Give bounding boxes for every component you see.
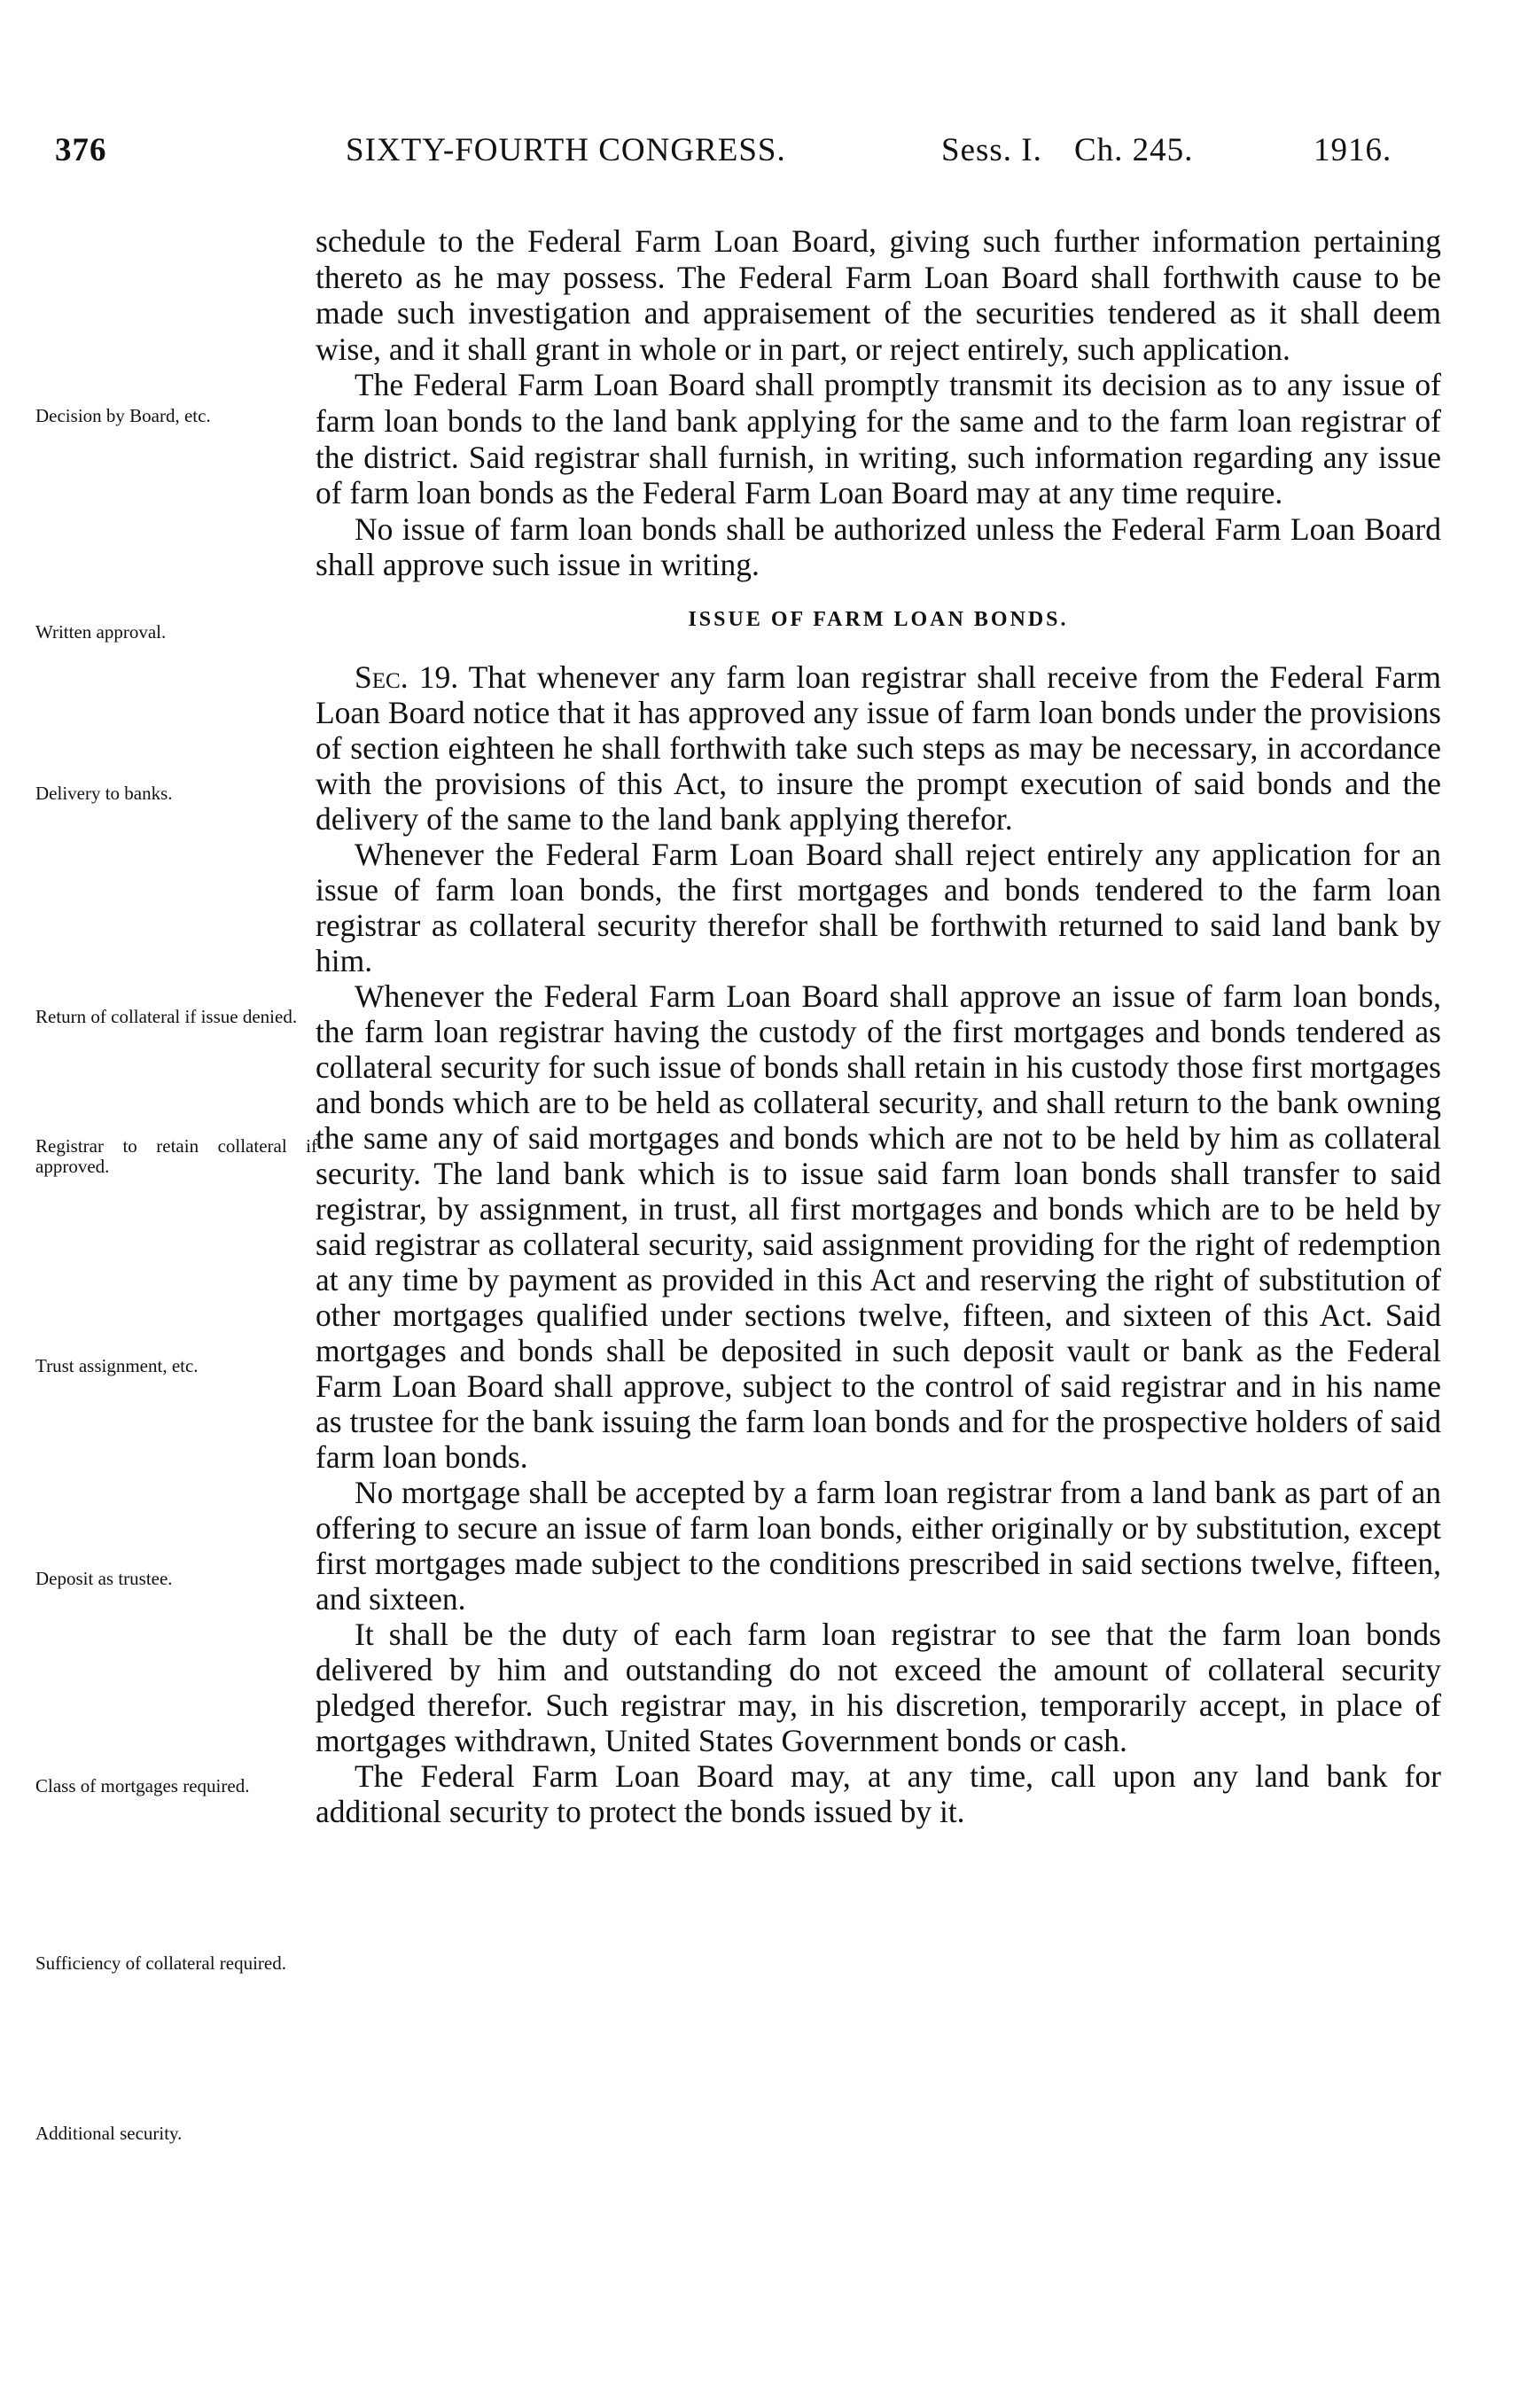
paragraph-additional-security: The Federal Farm Loan Board may, at any time, call upon any land bank for additional security to protect the bonds issued by it.	[316, 1757, 1441, 1829]
chapter-label: Ch. 245.	[1074, 132, 1194, 168]
margin-note-delivery: Delivery to banks.	[35, 783, 173, 804]
paragraph-written-approval: No issue of farm loan bonds shall be authorized unless the Federal Farm Loan Board shall approve such issue in writing.	[316, 510, 1441, 583]
margin-note-additional-security: Additional security.	[35, 2123, 183, 2144]
section-label: Sec. 19.	[355, 658, 459, 695]
year-label: 1916.	[1314, 132, 1392, 168]
section-heading: ISSUE OF FARM LOAN BONDS.	[688, 607, 1069, 631]
paragraph-sufficiency: It shall be the duty of each farm loan registrar to see that the farm loan bonds delivered by him and outstanding do not exceed the amount of collateral security pledged therefor. Such registrar may, in his discretion, temporarily accept, in place of mortgages withdrawn, United States Government bonds or cash.	[316, 1616, 1441, 1758]
margin-note-sufficiency: Sufficiency of collateral required.	[35, 1952, 286, 1974]
paragraph-return-collateral: Whenever the Federal Farm Loan Board shall reject entirely any application for an issue of farm loan bonds, the first mortgages and bonds tendered to the farm loan registrar as collateral security therefor shall be forthwith returned to said land bank by him.	[316, 836, 1441, 978]
margin-note-trust-assignment: Trust assignment, etc.	[35, 1355, 199, 1376]
page-number: 376	[55, 132, 107, 168]
margin-note-registrar-retain: Registrar to retain collateral if approved.	[35, 1135, 317, 1177]
paragraph-continuation: schedule to the Federal Farm Loan Board, giving such further information pertaining thereto as he may possess. The Federal Farm Loan Board shall forthwith cause to be made such investigation and appraisement of the securities tendered as it shall deem wise, and it shall grant in whole or in part, or reject entirely, such application.	[316, 223, 1441, 367]
paragraph-retain-collateral: Whenever the Federal Farm Loan Board shall approve an issue of farm loan bonds, the farm loan registrar having the custody of the first mortgages and bonds tendered as collateral security for such issue of bonds shall retain in his custody those first mortgages and bonds which are to be held as collateral security, and shall return to the bank owning the same any of said mortgages and bonds which are not to be held by him as collateral security. The land bank which is to issue said farm loan bonds shall transfer to said registrar, by assignment, in trust, all first mortgages and bonds which are to be held by said registrar as collateral security, said assignment providing for the right of redemption at any time by payment as provided in this Act and reserving the right of substitution of other mortgages qualified under sections twelve, fifteen, and sixteen of this Act. Said mortgages and bonds shall be deposited in such deposit vault or bank as the Federal Farm Loan Board shall approve, subject to the control of said registrar and in his name as trustee for the bank issuing the farm loan bonds and for the prospective holders of said farm loan bonds.	[316, 978, 1441, 1475]
section-19-text: That whenever any farm loan registrar shall receive from the Federal Farm Loan Board notice that it has approved any issue of farm loan bonds under the provisions of section eighteen he shall forthwith take such steps as may be necessary, in accordance with the provisions of this Act, to insure the prompt execution of said bonds and the delivery of the same to the land bank applying therefor.	[316, 658, 1441, 837]
session-label: Sess. I.	[941, 132, 1042, 168]
paragraph-class-mortgages: No mortgage shall be accepted by a farm loan registrar from a land bank as part of an offering to secure an issue of farm loan bonds, either originally or by substitution, except first mortgages made subject to the conditions prescribed in said sections twelve, fifteen, and sixteen.	[316, 1474, 1441, 1617]
paragraph-section-19	[316, 659, 1441, 837]
running-header	[55, 131, 1446, 184]
congress-title: SIXTY-FOURTH CONGRESS.	[346, 132, 786, 168]
margin-note-class-mortgages: Class of mortgages required.	[35, 1775, 250, 1796]
margin-note-return-collateral: Return of collateral if issue denied.	[35, 1006, 298, 1027]
margin-note-decision: Decision by Board, etc.	[35, 405, 211, 426]
margin-note-deposit: Deposit as trustee.	[35, 1568, 173, 1589]
margin-note-written-approval: Written approval.	[35, 621, 167, 643]
main-text	[316, 223, 1441, 1829]
paragraph-decision: The Federal Farm Loan Board shall promptly transmit its decision as to any issue of farm loan bonds to the land bank applying for the same and to the farm loan registrar of the district. Said registrar shall furnish, in writing, such information regarding any issue of farm loan bonds as the Federal Farm Loan Board may at any time require.	[316, 367, 1441, 511]
